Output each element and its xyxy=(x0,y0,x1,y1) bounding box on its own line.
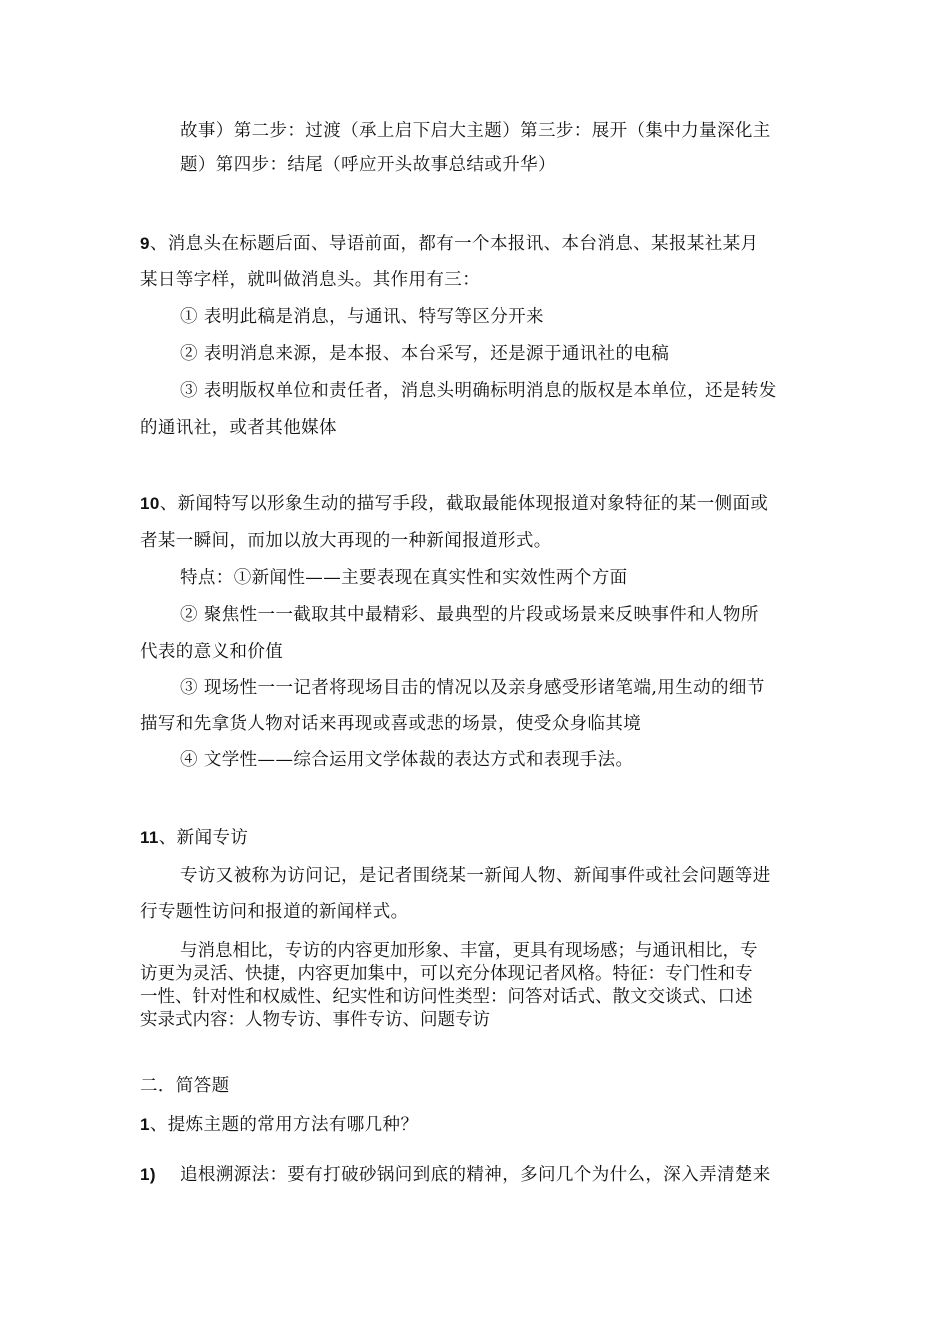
item-11-para-2-line-3: 一性、针对性和权威性、纪实性和访问性类型：问答对话式、散文交谈式、口述 xyxy=(140,987,753,1007)
item-9-point-1: ① 表明此稿是消息，与通讯、特写等区分开来 xyxy=(180,307,544,327)
item-10-point-3-line-2: 描写和先拿货人物对话来再现或喜或悲的场景，使受众身临其境 xyxy=(140,714,642,734)
question-number: 1 xyxy=(140,1115,150,1134)
item-number: 9 xyxy=(140,234,150,253)
item-10-line-2: 者某一瞬间，而加以放大再现的一种新闻报道形式。 xyxy=(140,531,552,551)
answer-number: 1) xyxy=(140,1165,156,1184)
item-10-point-4: ④ 文学性——综合运用文学体裁的表达方式和表现手法。 xyxy=(180,750,634,770)
question-text: 、提炼主题的常用方法有哪几种？ xyxy=(149,1115,419,1135)
intro-line-2: 题）第四步：结尾（呼应开头故事总结或升华） xyxy=(180,155,556,175)
item-text: 、消息头在标题后面、导语前面，都有一个本报讯、本台消息、某报某社某月 xyxy=(149,234,759,254)
item-11-para-1-line-2: 行专题性访问和报道的新闻样式。 xyxy=(140,902,409,922)
answer-text: 追根溯源法：要有打破砂锅问到底的精神，多问几个为什么，深入弄清楚来 xyxy=(180,1165,771,1185)
item-10-line-1 xyxy=(140,492,768,516)
item-11-title xyxy=(140,826,248,850)
item-9-point-2: ② 表明消息来源，是本报、本台采写，还是源于通讯社的电稿 xyxy=(180,344,670,364)
item-10-point-2-line-2: 代表的意义和价值 xyxy=(140,642,284,662)
item-9-line-1 xyxy=(140,232,758,256)
item-11-para-1-line-1: 专访又被称为访问记，是记者围绕某一新闻人物、新闻事件或社会问题等进 xyxy=(180,866,771,886)
item-number: 11 xyxy=(140,828,159,847)
item-10-features: 特点：①新闻性——主要表现在真实性和实效性两个方面 xyxy=(180,568,628,588)
question-1 xyxy=(140,1113,418,1137)
item-9-point-3-line-1: ③ 表明版权单位和责任者，消息头明确标明消息的版权是本单位，还是转发 xyxy=(180,381,777,401)
item-9-point-3-line-2: 的通讯社，或者其他媒体 xyxy=(140,418,337,438)
item-text: 、新闻特写以形象生动的描写手段，截取最能体现报道对象特征的某一侧面或 xyxy=(159,494,769,514)
item-10-point-3-line-1: ③ 现场性一一记者将现场目击的情况以及亲身感受形诸笔端,用生动的细节 xyxy=(180,678,765,698)
section-2-heading: 二．简答题 xyxy=(140,1076,230,1096)
item-number: 10 xyxy=(140,494,160,513)
intro-line-1: 故事）第二步：过渡（承上启下启大主题）第三步：展开（集中力量深化主 xyxy=(180,121,771,141)
item-11-para-2-line-1: 与消息相比，专访的内容更加形象、丰富，更具有现场感；与通讯相比，专 xyxy=(180,941,758,961)
item-9-line-2: 某日等字样，就叫做消息头。其作用有三： xyxy=(140,270,481,290)
item-10-point-2-line-1: ② 聚焦性一一截取其中最精彩、最典型的片段或场景来反映事件和人物所 xyxy=(180,605,759,625)
item-text: 、新闻专访 xyxy=(158,828,249,848)
item-11-para-2-line-2: 访更为灵活、快捷，内容更加集中，可以充分体现记者风格。特征：专门性和专 xyxy=(140,964,753,984)
item-11-para-2-line-4: 实录式内容：人物专访、事件专访、问题专访 xyxy=(140,1010,490,1030)
answer-1 xyxy=(140,1163,771,1187)
